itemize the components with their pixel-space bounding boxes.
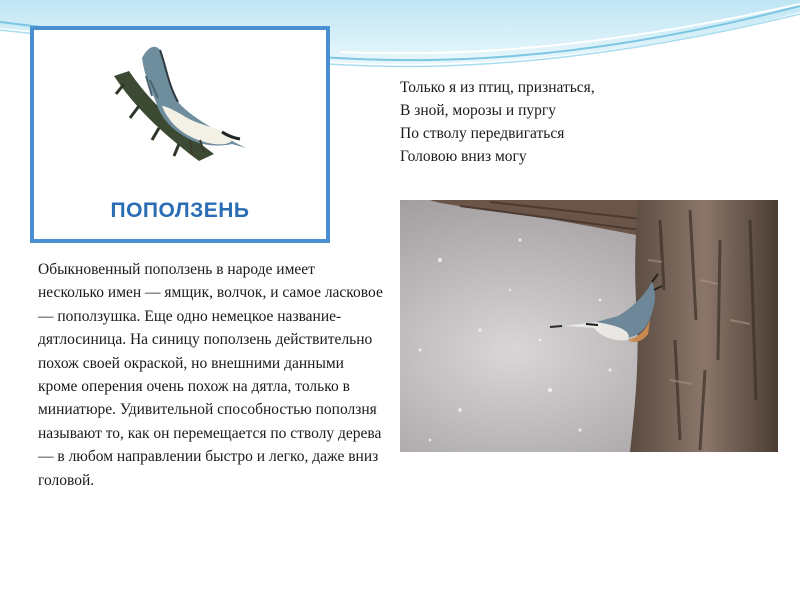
bird-card	[30, 26, 330, 243]
poem	[400, 76, 780, 168]
nuthatch-photo	[400, 200, 778, 452]
poem-line: Головою вниз могу	[400, 148, 527, 165]
card-title: ПОПОЛЗЕНЬ	[110, 199, 250, 222]
description-text: Обыкновенный поползень в народе имеет несколько имен — ямщик, волчок, и самое ласковое — поползушка. Еще одно немецкое название- дятлосиница. На синицу поползень действительно похож своей окраской, но внешними данными кроме оперения очень похож на дятла, только в миниатюре. Удивительной способностью поползня называют то, как он перемещается по стволу дерева — в любом направлении быстро и легко, даже вниз головой.	[38, 261, 383, 489]
poem-line: Только я из птиц, признаться,	[400, 79, 595, 96]
nuthatch-illustration	[104, 36, 274, 176]
poem-line: По стволу передвигаться	[400, 125, 565, 142]
bird-card-inner	[34, 30, 326, 239]
poem-line: В зной, морозы и пургу	[400, 102, 556, 119]
nuthatch-photo-image	[400, 200, 778, 452]
